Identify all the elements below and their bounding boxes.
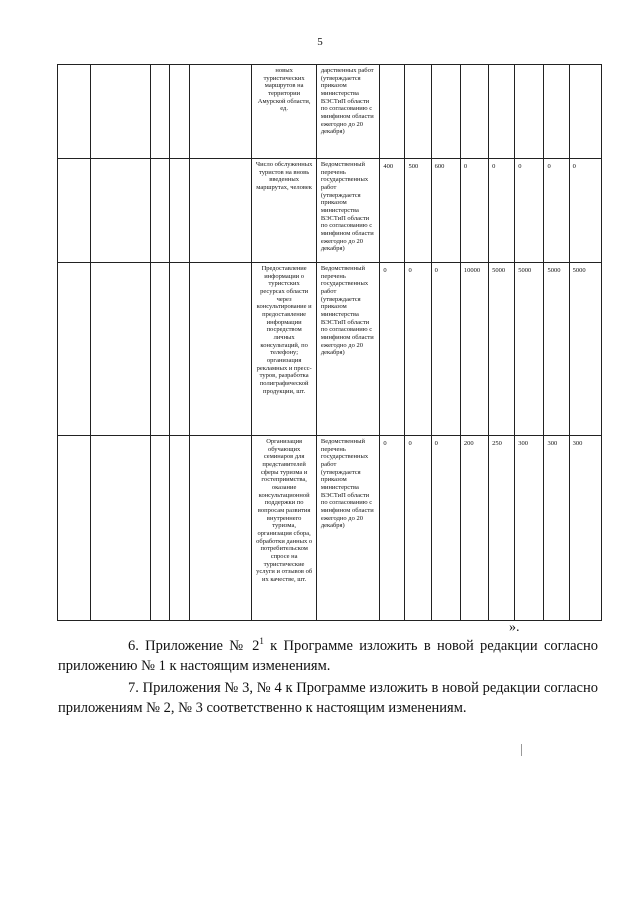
value-cell: 0	[405, 263, 431, 436]
value-cell: 0	[515, 159, 544, 263]
value-cell: 300	[544, 436, 569, 621]
empty-cell	[91, 159, 150, 263]
value-cell: 400	[380, 159, 405, 263]
value-cell: 500	[405, 159, 431, 263]
source-cell: Ведомственный перечень государственных работ (утверждается приказом министерства ВЭСТиП области по согласованию с минфином области ежегодно до 20 декабря)	[316, 159, 379, 263]
value-cell: 5000	[515, 263, 544, 436]
paragraph-6	[58, 636, 598, 676]
empty-cell	[91, 65, 150, 159]
page-number: 5	[317, 36, 323, 48]
paragraph-6-superscript: 1	[259, 636, 264, 647]
program-indicators-table	[57, 64, 602, 621]
value-cell	[489, 65, 515, 159]
indicator-cell: Предоставление информации о туристских ресурсах области через консультирование и предоставление информации посредством личных консультаций, по телефону; организация рекламных и пресс-туров, разработка полиграфической продукции, шт.	[252, 263, 316, 436]
value-cell: 0	[405, 436, 431, 621]
table-row	[58, 263, 602, 436]
value-cell: 0	[380, 436, 405, 621]
value-cell: 0	[380, 263, 405, 436]
empty-cell	[189, 436, 251, 621]
stray-pen-mark	[521, 744, 522, 756]
paragraph-7-text: 7. Приложения № 3, № 4 к Программе изложить в новой редакции согласно приложениям № 2, № 3 соответственно к настоящим изменениям.	[58, 680, 598, 716]
indicator-cell: Организация обучающих семинаров для представителей сферы туризма и гостеприимства, оказание консультационной поддержки по вопросам развития внутреннего туризма, организация сбора, обработки данных о потребительском спросе на туристические услуги и отзывов об их качестве, шт.	[252, 436, 316, 621]
value-cell	[405, 65, 431, 159]
value-cell: 200	[460, 436, 488, 621]
value-cell	[460, 65, 488, 159]
empty-cell	[58, 65, 91, 159]
indicator-cell: новых туристических маршрутов на территории Амурской области, ед.	[252, 65, 316, 159]
value-cell: 0	[460, 159, 488, 263]
source-cell: дарственных работ (утверждается приказом министерства ВЭСТиП области по согласованию с минфином области ежегодно до 20 декабря)	[316, 65, 379, 159]
empty-cell	[150, 436, 169, 621]
empty-cell	[150, 65, 169, 159]
value-cell: 300	[515, 436, 544, 621]
empty-cell	[189, 65, 251, 159]
source-cell: Ведомственный перечень государственных работ (утверждается приказом министерства ВЭСТиП области по согласованию с минфином области ежегодно до 20 декабря)	[316, 436, 379, 621]
value-cell: 250	[489, 436, 515, 621]
paragraph-6-end: к Программе изложить в новой редакции согласно приложению № 1 к настоящим изменениям.	[58, 638, 598, 674]
paragraph-7	[58, 678, 598, 718]
value-cell	[569, 65, 601, 159]
empty-cell	[169, 436, 189, 621]
empty-cell	[150, 263, 169, 436]
empty-cell	[189, 159, 251, 263]
value-cell: 10000	[460, 263, 488, 436]
empty-cell	[169, 159, 189, 263]
table-row	[58, 65, 602, 159]
value-cell: 0	[544, 159, 569, 263]
value-cell	[544, 65, 569, 159]
empty-cell	[169, 65, 189, 159]
indicator-cell: Число обслуженных туристов на вновь введенных маршрутах, человек	[252, 159, 316, 263]
table-row	[58, 159, 602, 263]
empty-cell	[150, 159, 169, 263]
closing-quote-mark: ».	[509, 620, 520, 635]
empty-cell	[58, 436, 91, 621]
empty-cell	[169, 263, 189, 436]
empty-cell	[58, 159, 91, 263]
empty-cell	[58, 263, 91, 436]
value-cell: 0	[489, 159, 515, 263]
value-cell: 5000	[489, 263, 515, 436]
value-cell: 0	[431, 436, 460, 621]
value-cell: 0	[569, 159, 601, 263]
empty-cell	[91, 263, 150, 436]
value-cell: 5000	[569, 263, 601, 436]
source-cell: Ведомственный перечень государственных работ (утверждается приказом министерства ВЭСТиП области по согласованию с минфином области ежегодно до 20 декабря)	[316, 263, 379, 436]
value-cell: 0	[431, 263, 460, 436]
value-cell: 600	[431, 159, 460, 263]
value-cell	[515, 65, 544, 159]
value-cell	[431, 65, 460, 159]
value-cell	[380, 65, 405, 159]
table-row	[58, 436, 602, 621]
paragraph-6-start: 6. Приложение № 2	[128, 638, 260, 654]
empty-cell	[189, 263, 251, 436]
empty-cell	[91, 436, 150, 621]
value-cell: 5000	[544, 263, 569, 436]
value-cell: 300	[569, 436, 601, 621]
